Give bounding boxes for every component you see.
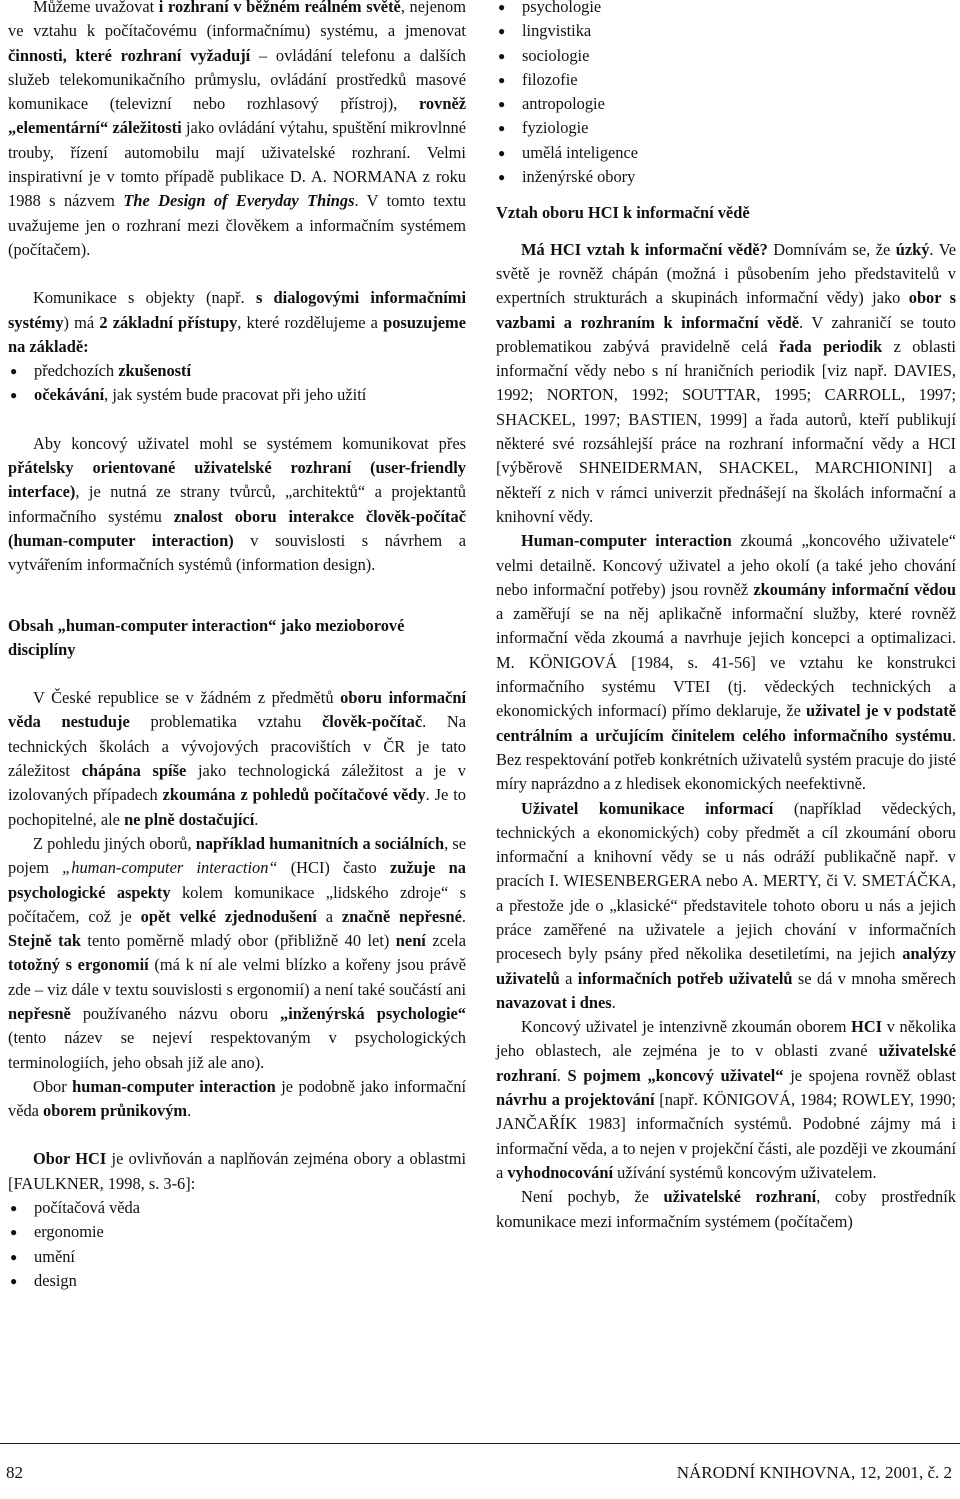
list-item: ● ergonomie [8,1220,466,1244]
list-item: ● předchozích zkušeností [8,359,466,383]
footer-divider [0,1443,960,1444]
bullet-icon: ● [498,0,506,14]
bullet-icon: ● [10,388,18,403]
bullet-icon: ● [498,145,506,160]
bullet-icon: ● [498,121,506,136]
bullet-icon: ● [10,1201,18,1216]
list-item: ● počítačová věda [8,1196,466,1220]
list-item: ● design [8,1269,466,1293]
list-item: ● filozofie [496,68,956,92]
paragraph-other-fields: Z pohledu jiných oborů, například humanitních a sociálních, se pojem „human-computer interaction“ (HCI) často zužuje na psychologické aspekty kolem komunikace „lidského zdroje“ s počítačem, což je opět velké zjednodušení a značně nepřesné. Stejně tak tento poměrně mladý obor (přibližně 40 let) není zcela totožný s ergonomií (má k ní ale velmi blízko a kořeny jsou právě zde – viz dále v textu souvislosti s ergonomií) a není také součástí ani nepřesně používaného názvu oboru „inženýrská psychologie“ (tento název se nejeví respektovaným v psychologických terminologiích, jeho obsah již ale ano). [8,833,466,1072]
journal-reference: NÁRODNÍ KNIHOVNA, 12, 2001, č. 2 [676,1463,952,1482]
paragraph-end-user-hci: Koncový uživatel je intenzivně zkoumán oborem HCI v několika jeho oblastech, ale zejména je to v oblasti zvané uživatelské rozhraní. S pojmem „koncový uživatel“ je spojena rovněž oblast návrhu a projektování [např. KÖNIGOVÁ, 1984; ROWLEY, 1990; JANČAŘÍK 1983] informačních systémů. Podobné zájmy má i informační věda, a to nejen v projekční části, ale později ve zkoumání a vyhodnocování užívání systémů koncovým uživatelem. [496,1017,957,1182]
paragraph-interfaces-everyday: Můžeme uvažovat i rozhraní v běžném reálném světě, nejenom ve vztahu k počítačovému (informačnímu) systému, a jmenovat činnosti, které rozhraní vyžadují – ovládání telefonu a dalších služeb telekomunikačního průmyslu, ovládání prostředků masové komunikace (televizní nebo rozhlasový přístroj), rovněž „elementární“ záležitosti jako ovládání výtahu, spuštění mikrovlnné trouby, řízení automobilu mají uživatelské rozhraní. Velmi inspirativní je v tomto případě publikace D. A. NORMANA z roku 1988 s názvem The Design of Everyday Things. V tomto textu uvažujeme jen o rozhraní mezi člověkem a informačním systémem (počítačem). [8,0,467,259]
paragraph-hci-influences: Obor HCI je ovlivňován a naplňován zejména obory a oblastmi [FAULKNER, 1998, s. 3-6]: [8,1149,466,1193]
bullet-icon: ● [498,170,506,185]
bullet-icon: ● [10,1225,18,1240]
bullet-icon: ● [498,97,506,112]
list-item: ● umění [8,1245,466,1269]
bullet-icon: ● [10,1273,18,1288]
paragraph-communication-objects: Komunikace s objekty (např. s dialogovými informačními systémy) má 2 základní přístupy, které rozdělujeme a posuzujeme na základě: [8,288,466,356]
paragraph-relation: Má HCI vztah k informační vědě? Domnívám se, že úzký. Ve světě je rovněž chápán (možná i působením jeho představitelů v expertních strukturách a skupinách informační vědy) jako obor s vazbami a rozhraním k informační vědě. V zahraničí se touto problematikou zabývá pravidelně celá řada periodik z oblasti informační vědy nebo s ní hraničních periodik [viz např. DAVIES, 1992; NORTON, 1992; SOUTTAR, 1995; CARROLL, 1997; SHACKEL, 1997; BASTIEN, 1999] a řada autorů, kteří publikují některé své rozsáhlejší práce na rozhraní informační vědy a HCI [výběrově SHNEIDERMAN, SHACKEL, MARCHIONINI] a někteří z nich v rámci univerzit přednášejí na školách informační a knihovní vědy. [496,239,957,526]
bullet-icon: ● [498,48,506,63]
left-column [8,0,466,1293]
list-item: ● fyziologie [496,116,956,140]
list-item: ● psychologie [496,0,956,19]
bullet-icon: ● [10,364,18,379]
list-item: ● inženýrské obory [496,165,956,189]
list-approaches [8,359,466,408]
list-fields-b [496,0,956,189]
paragraph-interdisciplinary: Obor human-computer interaction je podobně jako informační věda oborem průnikovým. [8,1076,466,1121]
list-item: ● lingvistika [496,19,956,43]
list-fields-a [8,1196,466,1293]
section-heading-hci-content: Obsah „human-computer interaction“ jako mezioborové disciplíny [8,615,405,659]
list-item: ● sociologie [496,44,956,68]
list-item: ● antropologie [496,92,956,116]
bullet-icon: ● [498,72,506,87]
right-column [496,0,956,1234]
paragraph-czech-republic: V České republice se v žádném z předmětů oboru informační věda nestuduje problematika vztahu člověk-počítač. Na technických školách a vývojových pracovištích v ČR je tato záležitost chápána spíše jako technologická záležitost a je v izolovaných případech zkoumána z pohledů počítačové vědy. Je to pochopitelné, ale ne plně dostačující. [8,688,467,829]
bullet-icon: ● [498,24,506,39]
list-item: ● očekávání, jak systém bude pracovat při jeho užití [8,383,466,407]
paragraph-end-user-study: Human-computer interaction zkoumá „koncového uživatele“ velmi detailně. Koncový uživatel a jeho okolí (a také jeho chování nebo informační potřeby) jsou rovněž zkoumány informační vědou a zaměřují se na něj aplikačně informační služby, které rovněž informační věda zkoumá a navrhuje jejich koncepci a optimalizaci. M. KÖNIGOVÁ [1984, s. 41-56] ve vztahu ke konstrukci informačního systému VTEI (tj. vědeckých technických a ekonomických informací) přímo deklaruje, že uživatel je v podstatě centrálním a určujícím činitelem celého informačního systému. Bez respektování potřeb konkrétních uživatelů systém pracuje do jisté míry naprázdno a z hledisek ekonomických neefektivně. [496,531,956,794]
page-number: 82 [6,1463,23,1482]
paragraph-end-user: Aby koncový uživatel mohl se systémem komunikovat přes přátelsky orientované uživatelské rozhraní (user-friendly interface), je nutná ze strany tvůrců, „architektů“ a projektantů informačního systému znalost oboru interakce člověk-počítač (human-computer interaction) v souvislosti s návrhem a vytvářením informačních systémů (information design). [8,433,466,575]
section-heading-hci-information-science: Vztah oboru HCI k informační vědě [496,203,750,223]
paragraph-user-interface: Není pochyb, že uživatelské rozhraní, coby prostředník komunikace mezi informačním systémem (počítačem) [496,1187,956,1231]
list-item: ● umělá inteligence [496,141,956,165]
bullet-icon: ● [10,1249,18,1264]
paragraph-user-communication: Uživatel komunikace informací (například vědeckých, technických a ekonomických) coby předmět a cíl zkoumání oboru informační a knihovní vědy se u nás odráží publikačně např. v pracích I. WIESENBERGERA nebo A. MERTY, či V. SMETÁČKA, a přestože jde o „klasické“ představitele tohoto oboru u nás a jejich práce zaměřené na uživatele a jejich chování v informačních procesech byly psány před několika desetiletími, na jejich analýzy uživatelů a informačních potřeb uživatelů se dá v mnoha směrech navazovat i dnes. [496,798,956,1012]
